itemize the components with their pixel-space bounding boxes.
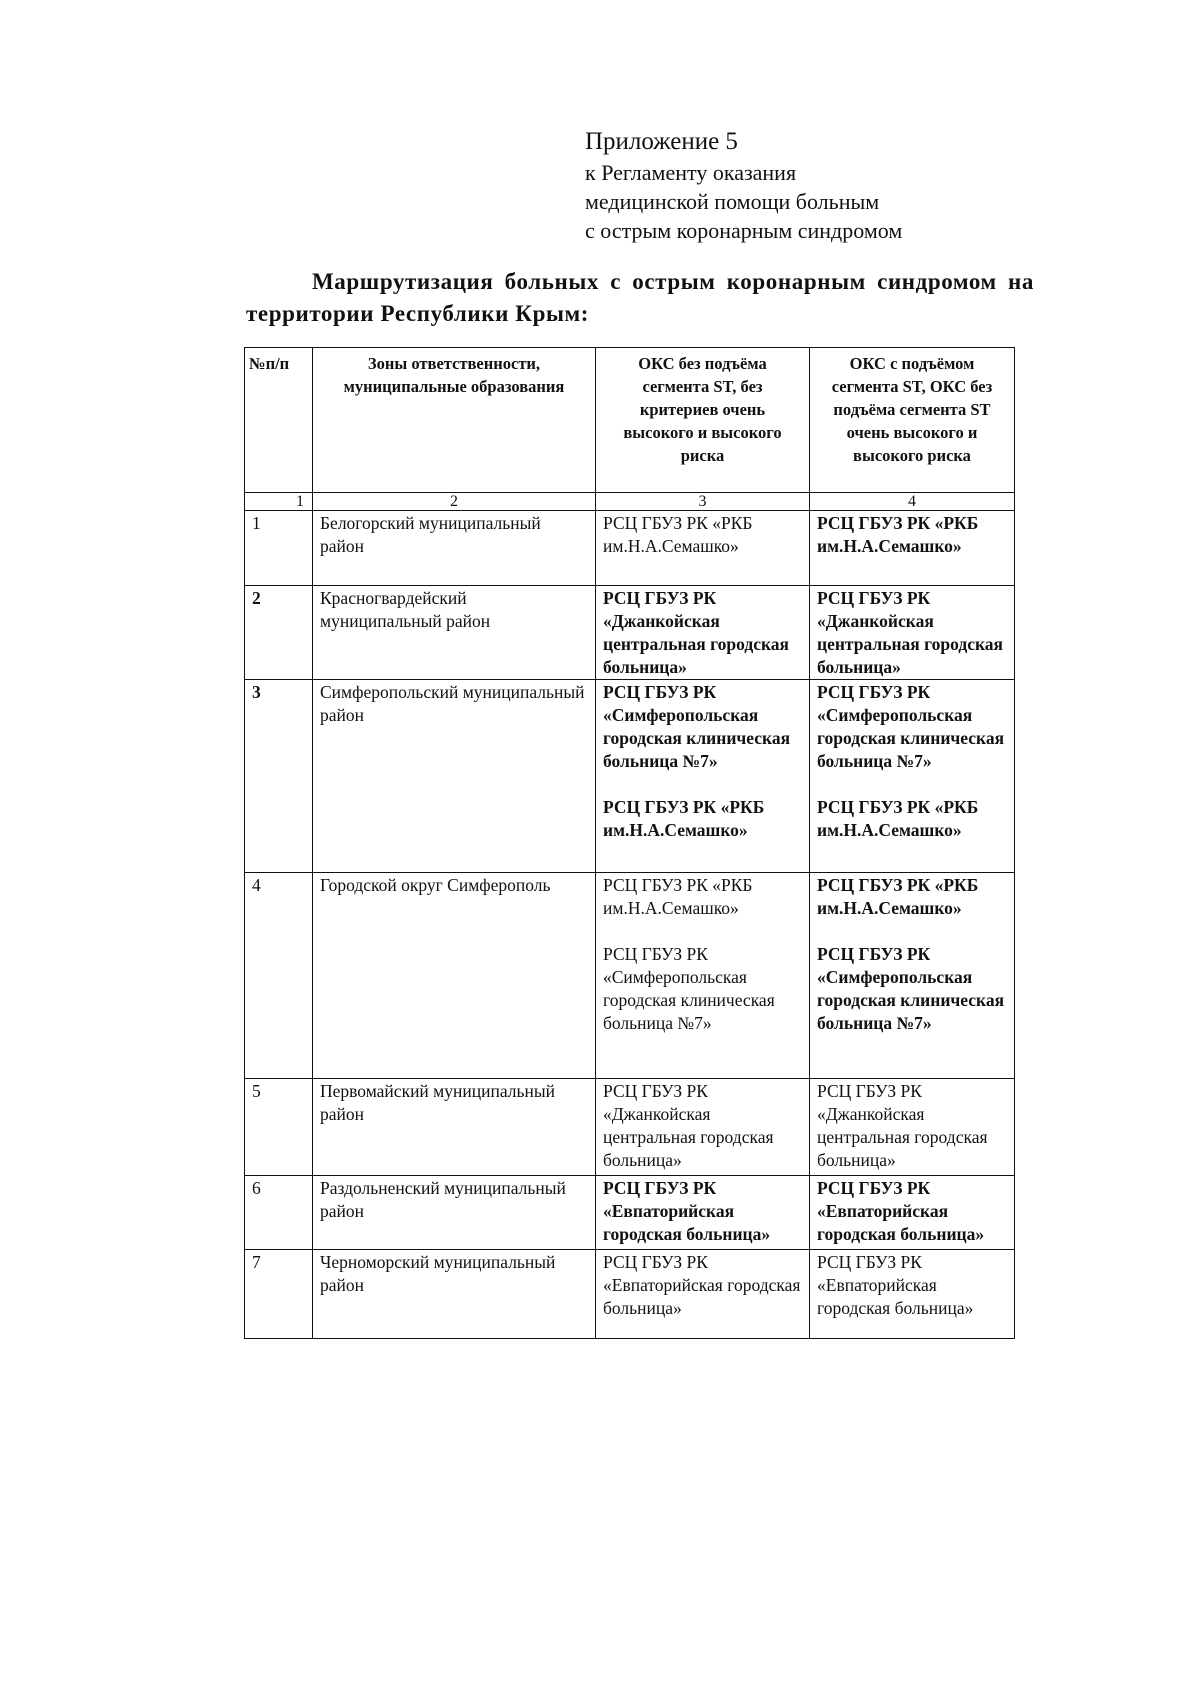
header-zone: Зоны ответственности, муниципальные образования <box>313 348 596 493</box>
row-number: 4 <box>245 873 313 1079</box>
center-name: РСЦ ГБУЗ РК «Евпаторийская городская больница» <box>817 1178 985 1244</box>
center-name: РСЦ ГБУЗ РК «РКБ им.Н.А.Семашко» <box>817 797 979 840</box>
cell-spacer <box>817 773 1007 796</box>
appendix-line: Приложение 5 <box>585 128 738 155</box>
header-number: №п/п <box>245 348 313 493</box>
stemi-center-cell <box>810 1176 1015 1250</box>
zone-cell: Красногвардейский муниципальный район <box>313 586 596 680</box>
row-number: 5 <box>245 1079 313 1176</box>
center-name: РСЦ ГБУЗ РК «Джанкойская центральная городская больница» <box>603 588 790 677</box>
stemi-center-cell <box>810 873 1015 1079</box>
center-name: РСЦ ГБУЗ РК «Евпаторийская городская больница» <box>603 1178 771 1244</box>
stemi-center-cell <box>810 680 1015 873</box>
nstemi-center-cell <box>596 873 810 1079</box>
header-nstemi: ОКС без подъёма сегмента ST, без критериев очень высокого и высокого риска <box>596 348 810 493</box>
nstemi-center-cell <box>596 1176 810 1250</box>
zone-cell: Черноморский муниципальный район <box>313 1250 596 1339</box>
routing-table <box>244 347 1015 1339</box>
header-stemi: ОКС с подъёмом сегмента ST, ОКС без подъёма сегмента ST очень высокого и высокого риска <box>810 348 1015 493</box>
table-row <box>245 1176 1015 1250</box>
table-row <box>245 1250 1015 1339</box>
row-number: 7 <box>245 1250 313 1339</box>
stemi-center-cell <box>810 1079 1015 1176</box>
nstemi-center-cell <box>596 680 810 873</box>
center-name: РСЦ ГБУЗ РК «Симферопольская городская клиническая больница №7» <box>817 944 1005 1033</box>
zone-cell: Городской округ Симферополь <box>313 873 596 1079</box>
table-row <box>245 680 1015 873</box>
center-name: РСЦ ГБУЗ РК «РКБ им.Н.А.Семашко» <box>817 875 979 918</box>
center-name: РСЦ ГБУЗ РК «РКБ им.Н.А.Семашко» <box>817 513 979 556</box>
cell-spacer <box>817 920 1007 943</box>
center-name: РСЦ ГБУЗ РК «Симферопольская городская клиническая больница №7» <box>603 944 775 1033</box>
table-row <box>245 511 1015 586</box>
appendix-line: с острым коронарным синдромом <box>585 218 903 243</box>
table-row <box>245 586 1015 680</box>
nstemi-center-cell <box>596 1079 810 1176</box>
nstemi-center-cell <box>596 1250 810 1339</box>
cell-spacer <box>603 920 802 943</box>
table-row <box>245 873 1015 1079</box>
appendix-line: медицинской помощи больным <box>585 189 880 214</box>
column-number: 1 <box>245 493 313 511</box>
column-number: 3 <box>596 493 810 511</box>
stemi-center-cell <box>810 586 1015 680</box>
center-name: РСЦ ГБУЗ РК «Симферопольская городская клиническая больница №7» <box>603 682 791 771</box>
zone-cell: Белогорский муниципальный район <box>313 511 596 586</box>
row-number: 6 <box>245 1176 313 1250</box>
appendix-block <box>585 126 902 245</box>
appendix-line: к Регламенту оказания <box>585 160 797 185</box>
center-name: РСЦ ГБУЗ РК «РКБ им.Н.А.Семашко» <box>603 875 753 918</box>
center-name: РСЦ ГБУЗ РК «Евпаторийская городская больница» <box>817 1252 974 1318</box>
document-title: Маршрутизация больных с острым коронарным синдромом на территории Республики Крым: <box>246 269 1034 326</box>
column-number: 2 <box>313 493 596 511</box>
center-name: РСЦ ГБУЗ РК «РКБ им.Н.А.Семашко» <box>603 513 753 556</box>
column-number-row <box>245 493 1015 511</box>
nstemi-center-cell <box>596 511 810 586</box>
center-name: РСЦ ГБУЗ РК «Джанкойская центральная городская больница» <box>817 1081 988 1170</box>
zone-cell: Раздольненский муниципальный район <box>313 1176 596 1250</box>
cell-spacer <box>603 773 802 796</box>
center-name: РСЦ ГБУЗ РК «Джанкойская центральная городская больница» <box>603 1081 774 1170</box>
column-number: 4 <box>810 493 1015 511</box>
zone-cell: Симферопольский муниципальный район <box>313 680 596 873</box>
stemi-center-cell <box>810 511 1015 586</box>
row-number: 1 <box>245 511 313 586</box>
stemi-center-cell <box>810 1250 1015 1339</box>
table-row <box>245 1079 1015 1176</box>
center-name: РСЦ ГБУЗ РК «Евпаторийская городская больница» <box>603 1252 801 1318</box>
center-name: РСЦ ГБУЗ РК «Симферопольская городская клиническая больница №7» <box>817 682 1005 771</box>
nstemi-center-cell <box>596 586 810 680</box>
center-name: РСЦ ГБУЗ РК «РКБ им.Н.А.Семашко» <box>603 797 765 840</box>
zone-cell: Первомайский муниципальный район <box>313 1079 596 1176</box>
row-number: 2 <box>245 586 313 680</box>
center-name: РСЦ ГБУЗ РК «Джанкойская центральная городская больница» <box>817 588 1004 677</box>
row-number: 3 <box>245 680 313 873</box>
header-row <box>245 348 1015 493</box>
